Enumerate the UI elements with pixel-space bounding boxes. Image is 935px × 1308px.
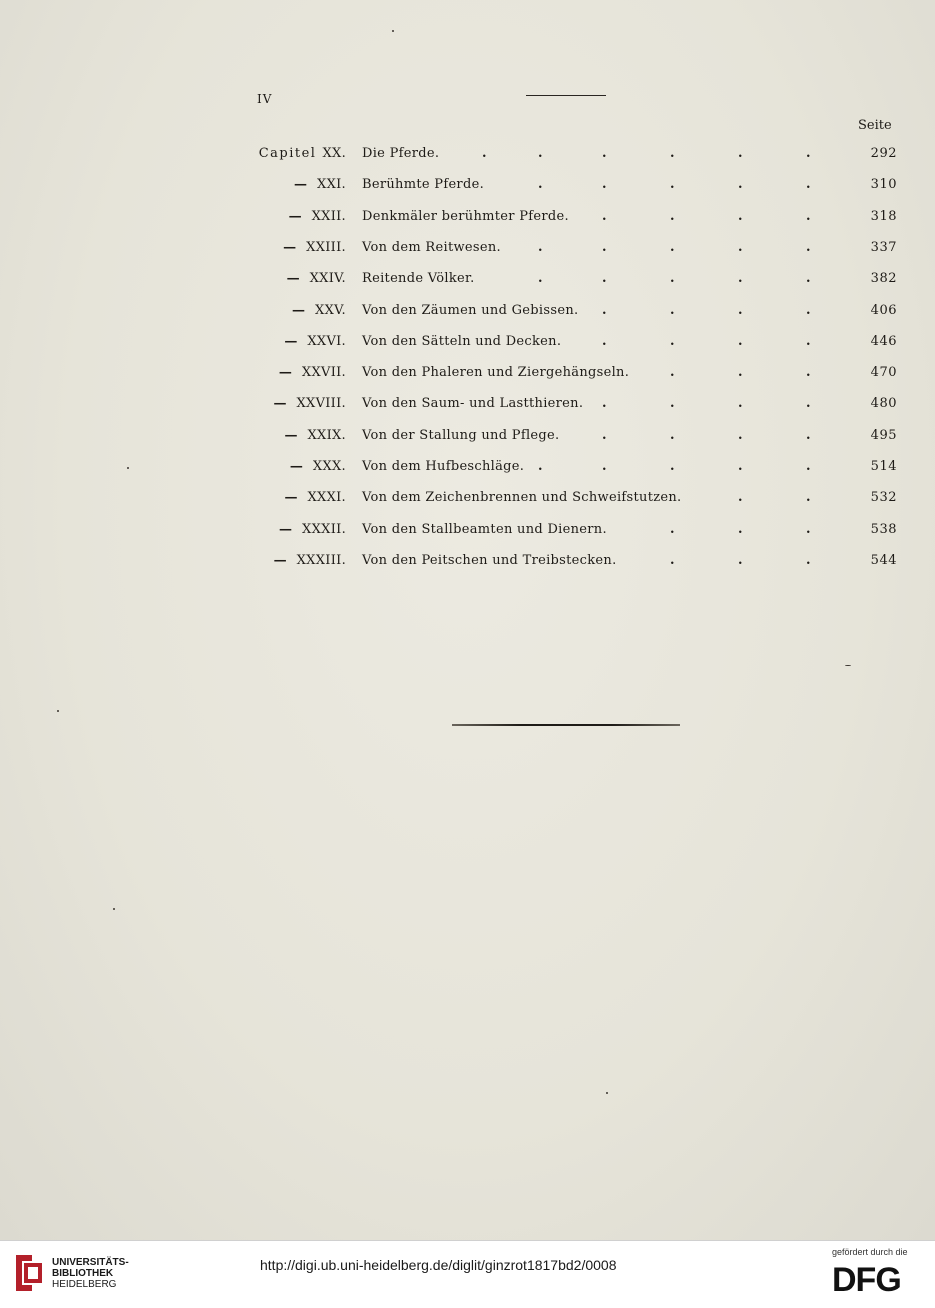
leader-dot: . (806, 302, 811, 318)
funder-caption: gefördert durch die (832, 1247, 908, 1257)
leader-dots (0, 459, 935, 479)
page-number: 446 (870, 333, 897, 349)
seite-label: Seite (858, 118, 892, 133)
library-name (52, 1257, 129, 1290)
leader-dot: . (538, 177, 543, 193)
leader-dot: . (670, 396, 675, 412)
chapter-numeral: XXI. (317, 177, 346, 193)
footer-bar (0, 1240, 935, 1308)
ditto-dash: — (289, 459, 303, 474)
leader-dots (0, 365, 935, 385)
library-line-3: HEIDELBERG (52, 1279, 117, 1290)
dfg-logo: DFG (832, 1261, 901, 1299)
leader-dot: . (738, 146, 743, 161)
chapter-title: Die Pferde. (362, 146, 440, 161)
chapter-title: Von dem Hufbeschläge. (362, 459, 525, 474)
page-number: 337 (870, 239, 897, 255)
toc-entry (0, 240, 935, 264)
page-number: 532 (870, 490, 897, 506)
leader-dot: . (538, 271, 543, 287)
leader-dot: . (670, 521, 675, 537)
chapter-numeral: XX. (322, 146, 346, 161)
ditto-dash: — (284, 490, 298, 506)
toc-entry (0, 334, 935, 358)
leader-dot: . (738, 302, 743, 318)
page-number: 538 (870, 521, 897, 537)
leader-dot: . (670, 239, 675, 255)
leader-dot: . (602, 271, 607, 287)
leader-dot: . (538, 239, 543, 255)
toc-entry (0, 146, 935, 170)
chapter-numeral: XXVII. (301, 365, 346, 381)
leader-dot: . (538, 146, 543, 161)
chapter-numeral: XXIX. (307, 427, 346, 443)
leader-dot: . (602, 302, 607, 318)
ditto-dash: — (288, 208, 302, 224)
leader-dot: . (602, 396, 607, 412)
ditto-dash: — (278, 365, 292, 381)
page-number: 514 (870, 459, 897, 474)
leader-dot: . (738, 521, 743, 537)
chapter-title: Von den Saum- und Lastthieren. (362, 396, 584, 412)
leader-dot: . (738, 459, 743, 474)
leader-dot: . (806, 427, 811, 443)
leader-dot: . (738, 271, 743, 287)
leader-dot: . (670, 365, 675, 381)
leader-dots (0, 334, 935, 354)
leader-dots (0, 428, 935, 448)
leader-dot: . (738, 239, 743, 255)
chapter-numeral: XXV. (315, 302, 346, 318)
ditto-dash: — (279, 521, 293, 537)
university-library-logo-icon (10, 1251, 44, 1295)
page-number: 470 (870, 365, 897, 381)
leader-dot: . (602, 177, 607, 193)
leader-dot: . (670, 302, 675, 318)
leader-dot: . (670, 459, 675, 474)
leader-dot: . (602, 208, 607, 224)
chapter-title: Von den Stallbeamten und Dienern. (362, 521, 607, 537)
chapter-title: Von den Phaleren und Ziergehängseln. (362, 365, 630, 381)
permalink-url[interactable]: http://digi.ub.uni-heidelberg.de/diglit/ginzrot1817bd2/0008 (260, 1257, 617, 1273)
leader-dot: . (806, 365, 811, 381)
leader-dot: . (738, 427, 743, 443)
ditto-dash: — (294, 177, 308, 193)
ditto-dash: — (284, 333, 298, 349)
toc-entry (0, 459, 935, 483)
leader-dot: . (738, 396, 743, 412)
leader-dot: . (538, 459, 543, 474)
ditto-dash: — (292, 302, 306, 318)
ink-speck (845, 665, 851, 666)
leader-dot: . (806, 490, 811, 506)
ditto-dash: — (273, 552, 287, 568)
leader-dot: . (602, 333, 607, 349)
closing-rule (452, 724, 680, 726)
chapter-numeral: XXXII. (302, 521, 346, 537)
chapter-title: Berühmte Pferde. (362, 177, 484, 193)
leader-dots (0, 303, 935, 323)
leader-dot: . (806, 459, 811, 474)
toc-entry (0, 428, 935, 452)
leader-dots (0, 396, 935, 416)
page-number: 544 (870, 552, 897, 568)
toc-entry (0, 396, 935, 420)
page-number: 495 (870, 427, 897, 443)
chapter-title: Von den Zäumen und Gebissen. (362, 302, 579, 318)
toc-entry (0, 177, 935, 201)
leader-dot: . (738, 208, 743, 224)
ink-speck (113, 908, 115, 910)
leader-dots (0, 490, 935, 510)
leader-dot: . (670, 552, 675, 568)
toc-entry (0, 303, 935, 327)
chapter-numeral: XXVIII. (296, 396, 346, 412)
leader-dots (0, 177, 935, 197)
leader-dot: . (670, 427, 675, 443)
chapter-title: Reitende Völker. (362, 271, 475, 287)
leader-dot: . (806, 271, 811, 287)
leader-dots (0, 553, 935, 573)
capitel-label: Capitel (258, 146, 317, 161)
leader-dot: . (670, 146, 675, 161)
leader-dots (0, 209, 935, 229)
toc-entry (0, 209, 935, 233)
leader-dot: . (806, 239, 811, 255)
leader-dot: . (806, 146, 811, 161)
header-rule (526, 95, 606, 96)
page-number: 382 (870, 271, 897, 287)
ditto-dash: — (286, 271, 300, 287)
chapter-numeral: XXIII. (306, 239, 346, 255)
leader-dot: . (670, 271, 675, 287)
chapter-numeral: XXX. (312, 459, 346, 474)
leader-dots (0, 522, 935, 542)
leader-dot: . (670, 177, 675, 193)
chapter-numeral: XXXI. (307, 490, 346, 506)
chapter-numeral: XXII. (311, 208, 346, 224)
leader-dot: . (738, 333, 743, 349)
ditto-dash: — (283, 239, 297, 255)
page-number: 318 (870, 208, 897, 224)
chapter-numeral: XXIV. (309, 271, 346, 287)
library-line-2: BIBLIOTHEK (52, 1268, 114, 1279)
toc-entry (0, 271, 935, 295)
leader-dot: . (602, 239, 607, 255)
leader-dot: . (806, 208, 811, 224)
chapter-title: Von dem Reitwesen. (362, 239, 501, 255)
leader-dot: . (738, 490, 743, 506)
leader-dot: . (738, 552, 743, 568)
toc-entry (0, 553, 935, 577)
toc-entry (0, 490, 935, 514)
leader-dot: . (482, 146, 487, 161)
page-number: 480 (870, 396, 897, 412)
chapter-title: Von der Stallung und Pflege. (362, 427, 560, 443)
leader-dots (0, 271, 935, 291)
chapter-title: Von dem Zeichenbrennen und Schweifstutzen. (362, 490, 682, 506)
page-number: 292 (870, 146, 897, 161)
chapter-title: Von den Peitschen und Treibstecken. (362, 552, 617, 568)
ink-speck (606, 1092, 608, 1094)
page-numeral: IV (257, 92, 273, 106)
chapter-numeral: XXVI. (307, 333, 346, 349)
leader-dot: . (670, 333, 675, 349)
library-line-1: UNIVERSITÄTS- (52, 1257, 129, 1268)
leader-dot: . (806, 177, 811, 193)
ink-speck (57, 710, 59, 712)
leader-dot: . (602, 459, 607, 474)
ink-speck (392, 30, 394, 32)
leader-dot: . (738, 177, 743, 193)
chapter-title: Von den Sätteln und Decken. (362, 333, 562, 349)
leader-dot: . (806, 333, 811, 349)
leader-dots (0, 146, 935, 166)
ditto-dash: — (284, 427, 298, 443)
chapter-numeral: XXXIII. (296, 552, 346, 568)
leader-dot: . (806, 396, 811, 412)
toc-entry (0, 522, 935, 546)
leader-dot: . (806, 521, 811, 537)
leader-dot: . (670, 208, 675, 224)
leader-dot: . (602, 146, 607, 161)
toc-entry (0, 365, 935, 389)
page-number: 310 (870, 177, 897, 193)
leader-dots (0, 240, 935, 260)
ditto-dash: — (273, 396, 287, 412)
chapter-title: Denkmäler berühmter Pferde. (362, 208, 569, 224)
leader-dot: . (602, 427, 607, 443)
leader-dot: . (806, 552, 811, 568)
page-number: 406 (870, 302, 897, 318)
leader-dot: . (738, 365, 743, 381)
